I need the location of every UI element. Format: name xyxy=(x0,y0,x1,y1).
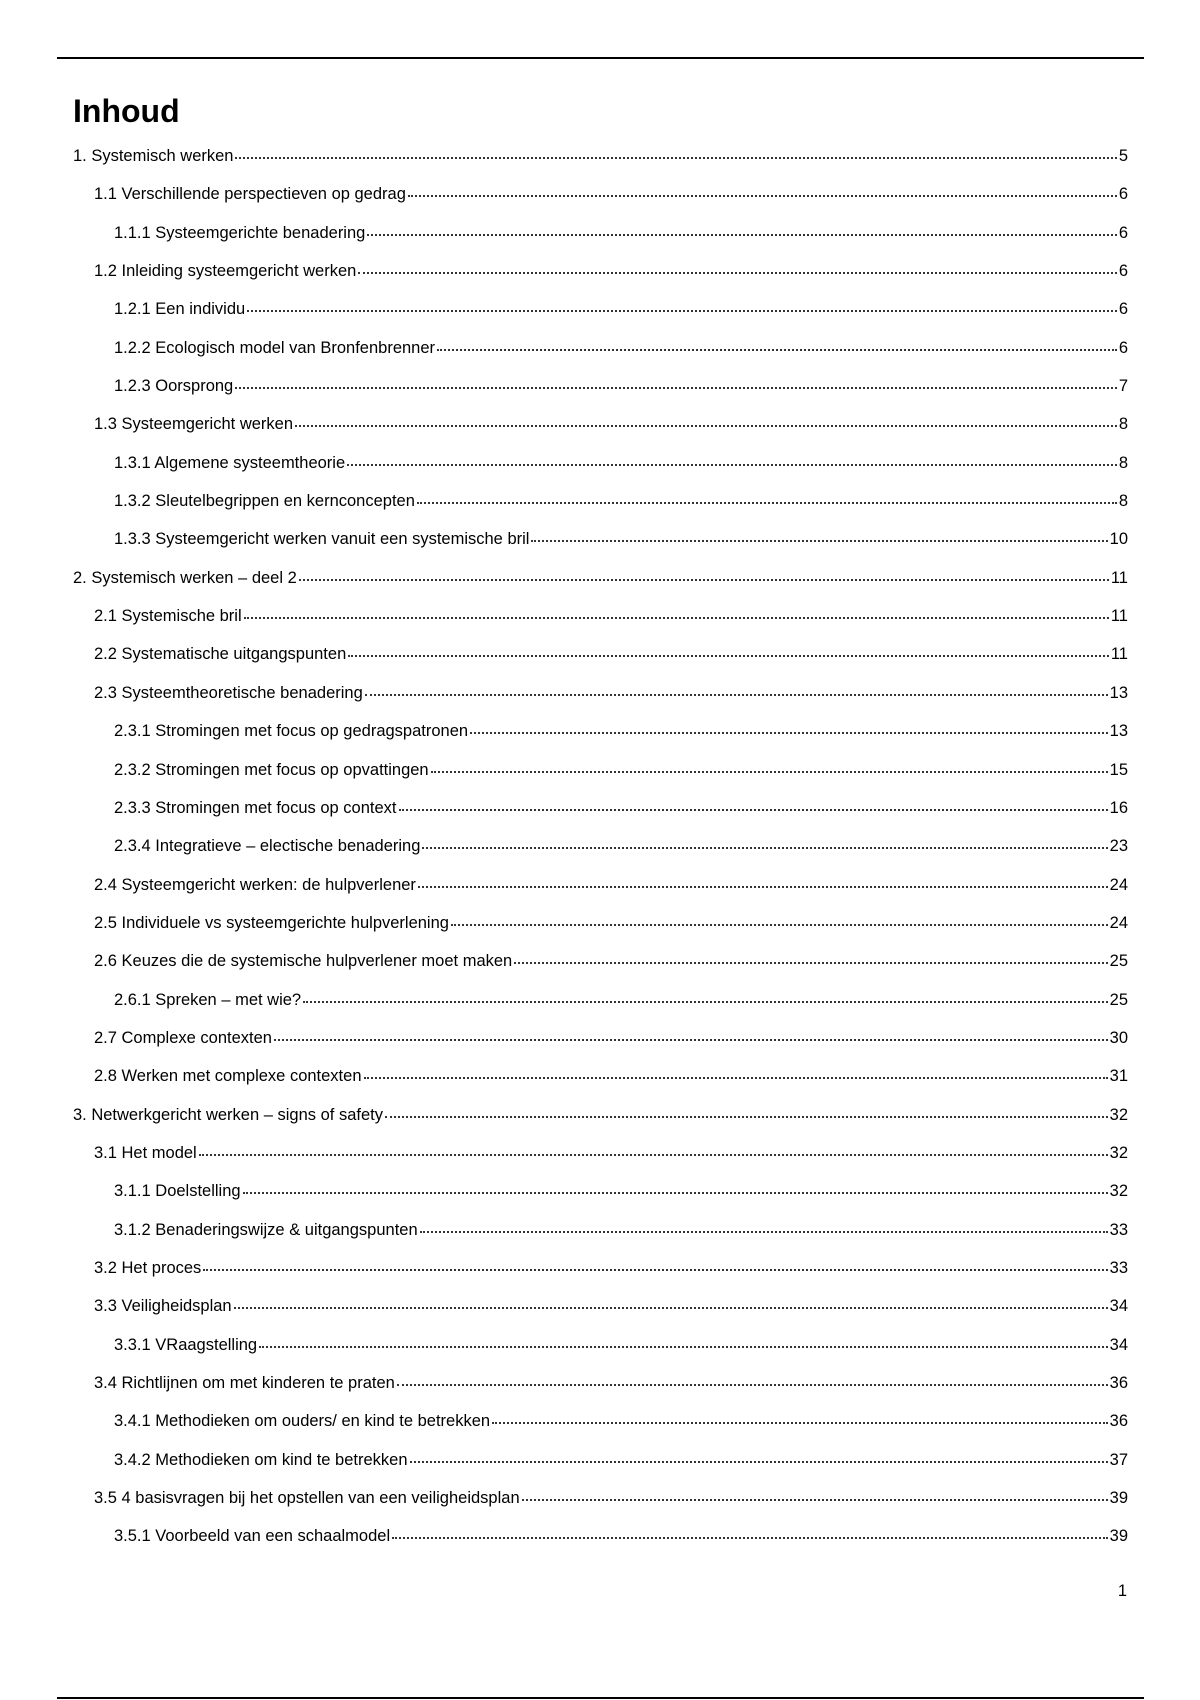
toc-entry-page-number[interactable]: 13 xyxy=(1109,722,1128,741)
toc-dot-leader xyxy=(422,847,1107,849)
toc-entry-label[interactable]: 3.3.1 VRaagstelling xyxy=(114,1335,258,1354)
header-rule xyxy=(57,57,1144,59)
toc-dot-leader xyxy=(392,1537,1108,1539)
toc-entry[interactable] xyxy=(73,953,1128,991)
toc-entry-label[interactable]: 1.2 Inleiding systeemgericht werken xyxy=(94,262,357,281)
toc-dot-leader xyxy=(470,732,1108,734)
toc-entry-label[interactable]: 1. Systemisch werken xyxy=(73,147,234,165)
toc-entry-page-number[interactable]: 36 xyxy=(1109,1412,1128,1431)
toc-dot-leader xyxy=(431,771,1108,773)
toc-entry[interactable] xyxy=(73,225,1128,263)
toc-entry-label[interactable]: 1.3 Systeemgericht werken xyxy=(94,415,294,434)
toc-entry-page-number[interactable]: 10 xyxy=(1109,530,1128,549)
toc-entry-page-number[interactable]: 32 xyxy=(1109,1143,1128,1162)
toc-entry-label[interactable]: 3.1.1 Doelstelling xyxy=(114,1182,241,1201)
toc-entry[interactable] xyxy=(73,378,1128,416)
toc-entry[interactable] xyxy=(73,1337,1128,1375)
toc-dot-leader xyxy=(420,1231,1108,1233)
toc-dot-leader xyxy=(295,425,1117,427)
toc-entry-page-number[interactable]: 34 xyxy=(1109,1335,1128,1354)
toc-entry-page-number[interactable]: 25 xyxy=(1109,990,1128,1009)
toc-entry[interactable] xyxy=(73,416,1128,454)
toc-entry[interactable] xyxy=(73,1298,1128,1336)
toc-entry[interactable] xyxy=(73,800,1128,838)
toc-entry-label[interactable]: 1.1.1 Systeemgerichte benadering xyxy=(114,223,366,242)
footer-rule xyxy=(57,1697,1144,1699)
toc-entry-page-number[interactable]: 6 xyxy=(1118,223,1128,242)
toc-entry-page-number[interactable]: 33 xyxy=(1109,1220,1128,1239)
toc-entry-label[interactable]: 2.6 Keuzes die de systemische hulpverlener moet maken xyxy=(94,952,513,971)
toc-dot-leader xyxy=(408,195,1117,197)
toc-dot-leader xyxy=(303,1001,1108,1003)
toc-dot-leader xyxy=(418,886,1108,888)
toc-entry-label[interactable]: 2.8 Werken met complexe contexten xyxy=(94,1067,362,1086)
toc-dot-leader xyxy=(365,694,1108,696)
toc-entry[interactable] xyxy=(73,531,1128,569)
toc-entry-label[interactable]: 2.3.3 Stromingen met focus op context xyxy=(114,798,397,817)
toc-entry[interactable] xyxy=(73,723,1128,761)
toc-entry-page-number[interactable]: 36 xyxy=(1109,1374,1128,1392)
toc-entry-page-number[interactable]: 37 xyxy=(1109,1450,1128,1469)
toc-entry-label[interactable]: 1.2.3 Oorsprong xyxy=(114,377,234,396)
toc-entry[interactable] xyxy=(73,646,1128,684)
toc-entry-page-number[interactable]: 6 xyxy=(1118,300,1128,319)
toc-entry-page-number[interactable]: 13 xyxy=(1109,683,1128,702)
toc-entry-label[interactable]: 1.2.2 Ecologisch model van Bronfenbrenner xyxy=(114,338,436,357)
toc-entry-page-number[interactable]: 31 xyxy=(1109,1067,1128,1086)
toc-entry[interactable] xyxy=(73,570,1128,608)
toc-entry-page-number[interactable]: 30 xyxy=(1109,1028,1128,1047)
toc-entry-label[interactable]: 2.6.1 Spreken – met wie? xyxy=(114,990,302,1009)
toc-entry-label[interactable]: 1.1 Verschillende perspectieven op gedrag xyxy=(94,185,406,204)
toc-entry-page-number[interactable]: 39 xyxy=(1109,1489,1128,1508)
toc-dot-leader xyxy=(235,157,1116,159)
toc-entry[interactable] xyxy=(73,685,1128,723)
toc-dot-leader xyxy=(531,540,1107,542)
toc-entry[interactable] xyxy=(73,455,1128,493)
toc-dot-leader xyxy=(203,1269,1107,1271)
toc-dot-leader xyxy=(417,502,1117,504)
toc-dot-leader xyxy=(347,464,1117,466)
toc-entry-page-number[interactable]: 8 xyxy=(1118,415,1128,434)
toc-entry-label[interactable]: 3.1.2 Benaderingswijze & uitgangspunten xyxy=(114,1220,418,1239)
toc-entry-page-number[interactable]: 34 xyxy=(1109,1297,1128,1316)
toc-entry-label[interactable]: 3.4 Richtlijnen om met kinderen te praten xyxy=(94,1374,395,1392)
toc-entry[interactable] xyxy=(73,186,1128,224)
toc-entry[interactable] xyxy=(73,608,1128,646)
toc-entry[interactable] xyxy=(73,762,1128,800)
toc-entry[interactable] xyxy=(73,1528,1128,1566)
toc-entry-page-number[interactable]: 6 xyxy=(1118,262,1128,281)
toc-entry-label[interactable]: 2.3.4 Integratieve – electische benadering xyxy=(114,837,421,856)
toc-entry[interactable] xyxy=(73,1068,1128,1106)
toc-entry-label[interactable]: 3.5 4 basisvragen bij het opstellen van een veiligheidsplan xyxy=(94,1489,520,1508)
toc-entry-label[interactable]: 3. Netwerkgericht werken – signs of safety xyxy=(73,1105,383,1124)
toc-entry[interactable] xyxy=(73,263,1128,301)
toc-title: Inhoud xyxy=(73,93,180,129)
toc-entry-label[interactable]: 1.2.1 Een individu xyxy=(114,300,246,319)
toc-entry-label[interactable]: 3.2 Het proces xyxy=(94,1258,202,1277)
toc-entry-label[interactable]: 2.2 Systematische uitgangspunten xyxy=(94,645,347,664)
toc-dot-leader xyxy=(259,1346,1108,1348)
toc-entry-page-number[interactable]: 32 xyxy=(1109,1105,1128,1124)
toc-dot-leader xyxy=(358,272,1117,274)
toc-entry-page-number[interactable]: 24 xyxy=(1109,875,1128,894)
toc-entry[interactable] xyxy=(73,301,1128,339)
toc-entry[interactable] xyxy=(73,1183,1128,1221)
toc-entry-page-number[interactable]: 11 xyxy=(1110,607,1128,626)
toc-entry-label[interactable]: 2.3 Systeemtheoretische benadering xyxy=(94,683,363,702)
toc-entry-label[interactable]: 2.4 Systeemgericht werken: de hulpverlener xyxy=(94,875,416,894)
toc-entry-page-number[interactable]: 24 xyxy=(1109,913,1128,932)
toc-entry-page-number[interactable]: 15 xyxy=(1109,760,1128,779)
toc-entry-page-number[interactable]: 16 xyxy=(1109,798,1128,817)
toc-dot-leader xyxy=(348,655,1109,657)
toc-entry-label[interactable]: 1.3.1 Algemene systeemtheorie xyxy=(114,453,346,472)
toc-entry[interactable] xyxy=(73,340,1128,378)
toc-dot-leader xyxy=(367,234,1116,236)
toc-entry-label[interactable]: 2.7 Complexe contexten xyxy=(94,1028,272,1047)
toc-dot-leader xyxy=(385,1116,1108,1118)
toc-entry[interactable] xyxy=(73,838,1128,876)
toc-entry[interactable] xyxy=(73,992,1128,1030)
toc-entry[interactable] xyxy=(73,493,1128,531)
toc-entry[interactable] xyxy=(73,1490,1128,1528)
toc-entry-label[interactable]: 1.3.2 Sleutelbegrippen en kernconcepten xyxy=(114,492,415,511)
toc-entry[interactable] xyxy=(73,877,1128,915)
toc-entry-label[interactable]: 2.1 Systemische bril xyxy=(94,607,242,626)
table-of-contents xyxy=(73,148,1128,1567)
page-number: 1 xyxy=(1117,1582,1127,1600)
toc-dot-leader xyxy=(522,1499,1108,1501)
toc-entry-label[interactable]: 3.4.1 Methodieken om ouders/ en kind te betrekken xyxy=(114,1412,491,1431)
toc-entry-label[interactable]: 2.5 Individuele vs systeemgerichte hulpverlening xyxy=(94,913,449,932)
toc-dot-leader xyxy=(247,310,1117,312)
toc-dot-leader xyxy=(437,349,1117,351)
toc-entry-page-number[interactable]: 23 xyxy=(1109,837,1128,856)
toc-entry-label[interactable]: 2.3.2 Stromingen met focus op opvattingen xyxy=(114,760,429,779)
toc-dot-leader xyxy=(234,1307,1108,1309)
toc-dot-leader xyxy=(199,1154,1108,1156)
toc-entry[interactable] xyxy=(73,1145,1128,1183)
toc-entry-label[interactable]: 2.3.1 Stromingen met focus op gedragspatronen xyxy=(114,722,469,741)
toc-entry-page-number[interactable]: 11 xyxy=(1110,568,1128,587)
toc-entry-page-number[interactable]: 11 xyxy=(1110,645,1128,664)
toc-entry[interactable] xyxy=(73,1222,1128,1260)
toc-entry-page-number[interactable]: 39 xyxy=(1109,1527,1128,1546)
toc-entry[interactable] xyxy=(73,1375,1128,1413)
toc-entry[interactable] xyxy=(73,1030,1128,1068)
toc-entry-label[interactable]: 3.5.1 Voorbeeld van een schaalmodel xyxy=(114,1527,391,1546)
toc-entry-page-number[interactable]: 7 xyxy=(1118,377,1128,396)
toc-entry-page-number[interactable]: 8 xyxy=(1118,453,1128,472)
toc-dot-leader xyxy=(514,962,1107,964)
toc-entry-page-number[interactable]: 33 xyxy=(1109,1258,1128,1277)
toc-entry-label[interactable]: 1.3.3 Systeemgericht werken vanuit een systemische bril xyxy=(114,530,530,549)
toc-entry-label[interactable]: 3.1 Het model xyxy=(94,1143,197,1162)
toc-entry-page-number[interactable]: 5 xyxy=(1118,147,1128,165)
toc-dot-leader xyxy=(235,387,1117,389)
toc-dot-leader xyxy=(451,924,1108,926)
toc-entry-page-number[interactable]: 32 xyxy=(1109,1182,1128,1201)
toc-dot-leader xyxy=(243,1192,1108,1194)
toc-entry[interactable] xyxy=(73,1107,1128,1145)
toc-entry[interactable] xyxy=(73,1260,1128,1298)
toc-entry[interactable] xyxy=(73,1413,1128,1451)
toc-entry[interactable] xyxy=(73,915,1128,953)
toc-dot-leader xyxy=(492,1422,1108,1424)
toc-entry-page-number[interactable]: 6 xyxy=(1118,338,1128,357)
toc-dot-leader xyxy=(299,579,1109,581)
toc-entry-page-number[interactable]: 8 xyxy=(1118,492,1128,511)
toc-dot-leader xyxy=(410,1461,1108,1463)
toc-dot-leader xyxy=(399,809,1108,811)
toc-entry[interactable] xyxy=(73,148,1128,186)
toc-entry-label[interactable]: 2. Systemisch werken – deel 2 xyxy=(73,568,297,587)
toc-entry[interactable] xyxy=(73,1452,1128,1490)
toc-entry-label[interactable]: 3.3 Veiligheidsplan xyxy=(94,1297,232,1316)
toc-dot-leader xyxy=(364,1077,1108,1079)
toc-dot-leader xyxy=(397,1384,1108,1386)
toc-entry-label[interactable]: 3.4.2 Methodieken om kind te betrekken xyxy=(114,1450,408,1469)
toc-entry-page-number[interactable]: 25 xyxy=(1109,952,1128,971)
toc-entry-page-number[interactable]: 6 xyxy=(1118,185,1128,204)
toc-dot-leader xyxy=(244,617,1109,619)
toc-dot-leader xyxy=(274,1039,1108,1041)
